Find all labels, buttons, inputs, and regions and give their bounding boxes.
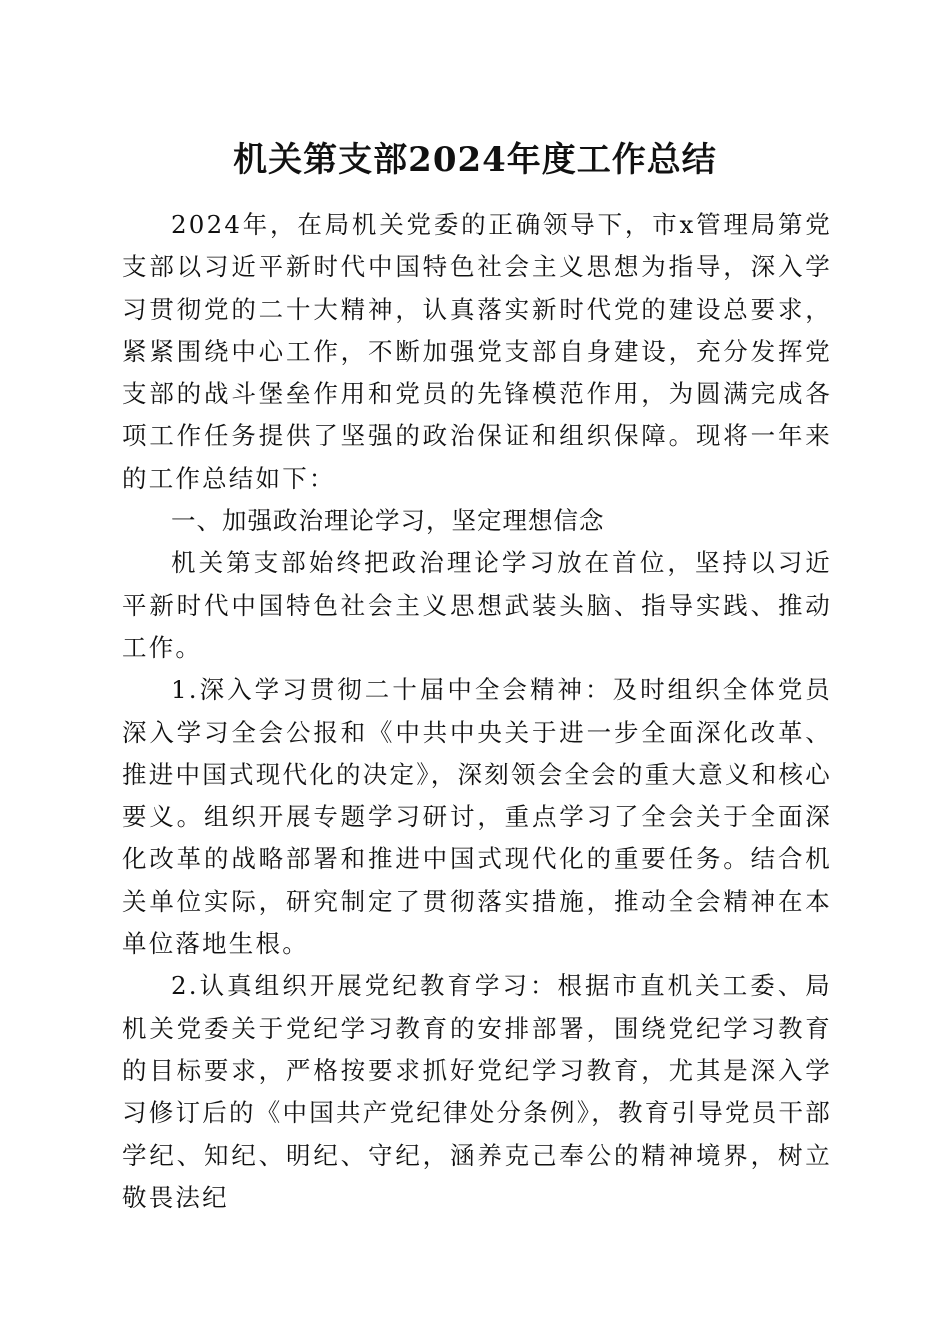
document-title: 机关第支部2024年度工作总结	[233, 140, 717, 180]
document-body	[122, 204, 832, 1219]
section-1-intro-paragraph: 机关第支部始终把政治理论学习放在首位，坚持以习近平新时代中国特色社会主义思想武装头脑、指导实践、推动工作。	[122, 548, 832, 662]
item-2-paragraph: 2.认真组织开展党纪教育学习：根据市直机关工委、局机关党委关于党纪学习教育的安排部署，围绕党纪学习教育的目标要求，严格按要求抓好党纪学习教育，尤其是深入学习修订后的《中国共产党纪律处分条例》，教育引导党员干部学纪、知纪、明纪、守纪，涵养克己奉公的精神境界，树立敬畏法纪	[122, 971, 832, 1212]
section-heading-1: 一、加强政治理论学习，坚定理想信念	[171, 506, 605, 536]
item-1-paragraph: 1.深入学习贯彻二十届中全会精神：及时组织全体党员深入学习全会公报和《中共中央关于进一步全面深化改革、推进中国式现代化的决定》，深刻领会全会的重大意义和核心要义。组织开展专题学习研讨，重点学习了全会关于全面深化改革的战略部署和推进中国式现代化的重要任务。结合机关单位实际，研究制定了贯彻落实措施，推动全会精神在本单位落地生根。	[122, 675, 832, 959]
intro-paragraph: 2024年，在局机关党委的正确领导下，市x管理局第党支部以习近平新时代中国特色社会主义思想为指导，深入学习贯彻党的二十大精神，认真落实新时代党的建设总要求，紧紧围绕中心工作，不断加强党支部自身建设，充分发挥党支部的战斗堡垒作用和党员的先锋模范作用，为圆满完成各项工作任务提供了坚强的政治保证和组织保障。现将一年来的工作总结如下：	[122, 210, 832, 493]
